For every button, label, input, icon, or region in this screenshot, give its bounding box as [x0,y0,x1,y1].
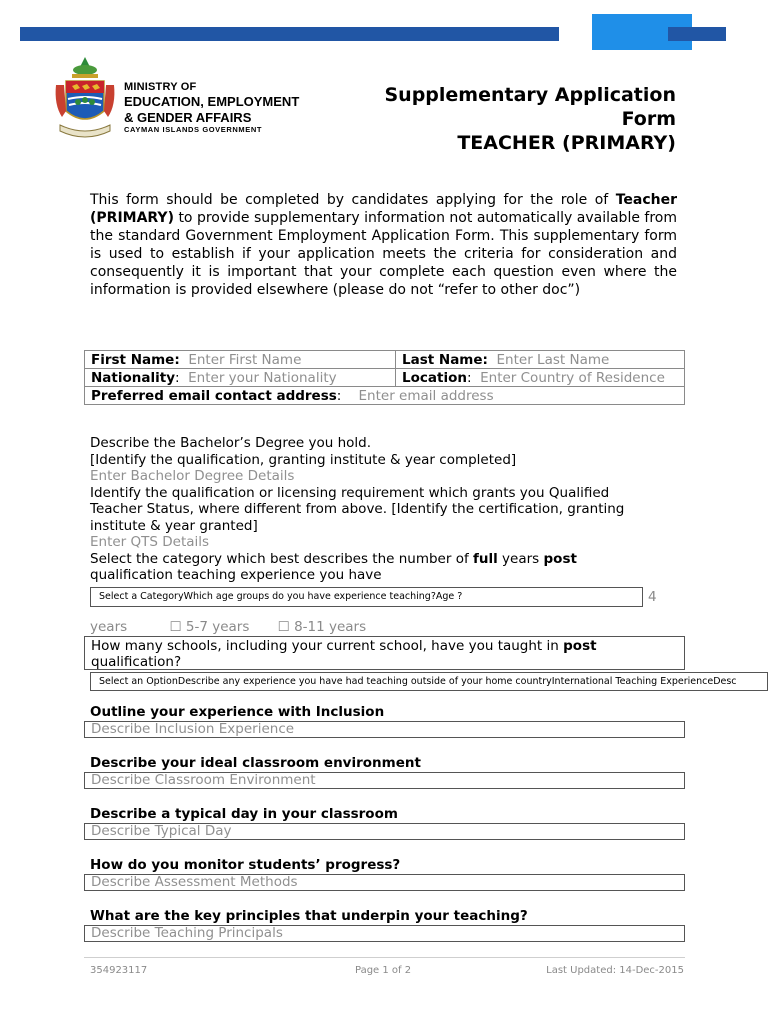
last-name-field[interactable] [396,351,685,369]
ministry-line-3: & GENDER AFFAIRS [124,109,252,125]
title-line-2: Form [621,108,676,130]
category-text-c: years [497,550,544,567]
schools-line-1 [91,638,684,654]
classroom-input[interactable]: Describe Classroom Environment [84,772,685,789]
category-question-line-2: qualification teaching experience you have [90,567,382,583]
title-line-3: TEACHER (PRIMARY) [457,132,676,154]
schools-question-box [84,636,685,670]
intro-text-before: This form should be completed by candidates applying for the role of [90,192,616,208]
table-row [85,351,685,369]
ministry-line-4: CAYMAN ISLANDS GOVERNMENT [124,125,263,135]
title-line-1: Supplementary Application [384,84,676,106]
ministry-line-1: MINISTRY OF [124,81,197,93]
ministry-logo [52,55,327,145]
category-select[interactable]: Select a CategoryWhich age groups do you have experience teaching?Age ? [90,587,643,607]
footer-last-updated: Last Updated: 14-Dec-2015 [546,965,684,976]
schools-post: post [563,638,597,654]
intro-paragraph [90,191,677,299]
qts-line-2: Teacher Status, where different from above. [Identify the certification, granting [90,501,625,517]
table-row [85,387,685,405]
option-select[interactable]: Select an OptionDescribe any experience you have had teaching outside of your home countryInternational Teaching ExperienceDesc [90,672,768,691]
header-bar [20,27,559,41]
classroom-heading: Describe your ideal classroom environment [90,755,421,771]
inclusion-input[interactable]: Describe Inclusion Experience [84,721,685,738]
age-5-7-label: 5-7 years [185,619,250,635]
nationality-label: Nationality [91,369,175,386]
location-field[interactable]: Location: Enter Country of Residence [396,369,685,387]
age-8-11-label: 8-11 years [294,619,367,635]
footer-divider [84,957,685,958]
principles-input[interactable]: Describe Teaching Principals [84,925,685,942]
table-row [85,369,685,387]
location-placeholder: Enter Country of Residence [480,369,665,386]
category-text-full: full [473,550,498,567]
day-input[interactable]: Describe Typical Day [84,823,685,840]
category-question-line-1 [90,551,680,568]
ministry-line-2: EDUCATION, EMPLOYMENT [124,94,300,110]
intro-role: Teacher (PRIMARY) [90,192,677,226]
category-text-a: Select the category which best describes the number of [90,550,474,567]
email-placeholder: Enter email address [358,387,494,404]
day-heading: Describe a typical day in your classroom [90,806,398,822]
last-name-placeholder: Enter Last Name [496,351,610,368]
qts-input[interactable]: Enter QTS Details [90,534,210,550]
qts-line-3: institute & year granted] [90,517,258,534]
coat-of-arms-icon [52,55,118,145]
email-field[interactable]: Preferred email contact address: Enter email address [85,387,685,405]
years-row [90,619,366,635]
page-title [385,83,677,155]
nationality-field[interactable]: Nationality: Enter your Nationality [85,369,396,387]
email-label: Preferred email contact address [91,387,337,404]
bachelor-line-1: Describe the Bachelor’s Degree you hold. [90,435,372,451]
age-8-11-checkbox[interactable]: ☐ 8-11 years [277,619,367,635]
principles-heading: What are the key principles that underpin your teaching? [90,908,528,924]
first-name-placeholder: Enter First Name [188,351,302,368]
category-text-post: post [543,550,577,567]
last-name-label: Last Name: [402,351,488,368]
bachelor-question [90,435,680,584]
schools-text: How many schools, including your current school, have you taught in [91,638,564,654]
qts-line-1: Identify the qualification or licensing requirement which grants you Qualified [90,484,610,501]
schools-line-2: qualification? [91,654,182,670]
footer-page-number: Page 1 of 2 [355,965,412,976]
progress-heading: How do you monitor students’ progress? [90,857,401,873]
header-bar-segment [668,27,726,41]
intro-text-after: to provide supplementary information not automatically available from the standard Government Employment Application Form. This supplementary form is used to establish if your application meets the criteria for consideration and consequently it is important that your complete each question even where the information is provided elsewhere (please do not “refer to other doc”) [90,210,677,298]
first-name-field[interactable] [85,351,396,369]
progress-input[interactable]: Describe Assessment Methods [84,874,685,891]
applicant-info-table [84,350,685,405]
years-text: years [90,619,128,635]
bachelor-line-2: [Identify the qualification, granting institute & year completed] [90,451,517,468]
age-5-7-checkbox[interactable]: ☐ 5-7 years [169,619,250,635]
inclusion-heading: Outline your experience with Inclusion [90,704,385,720]
location-label: Location [402,369,467,386]
bachelor-input[interactable]: Enter Bachelor Degree Details [90,468,295,484]
ministry-name [124,81,299,134]
first-name-label: First Name: [91,351,180,368]
four-text: 4 [648,589,657,605]
footer-doc-id: 354923117 [90,965,148,976]
nationality-placeholder: Enter your Nationality [188,369,337,386]
